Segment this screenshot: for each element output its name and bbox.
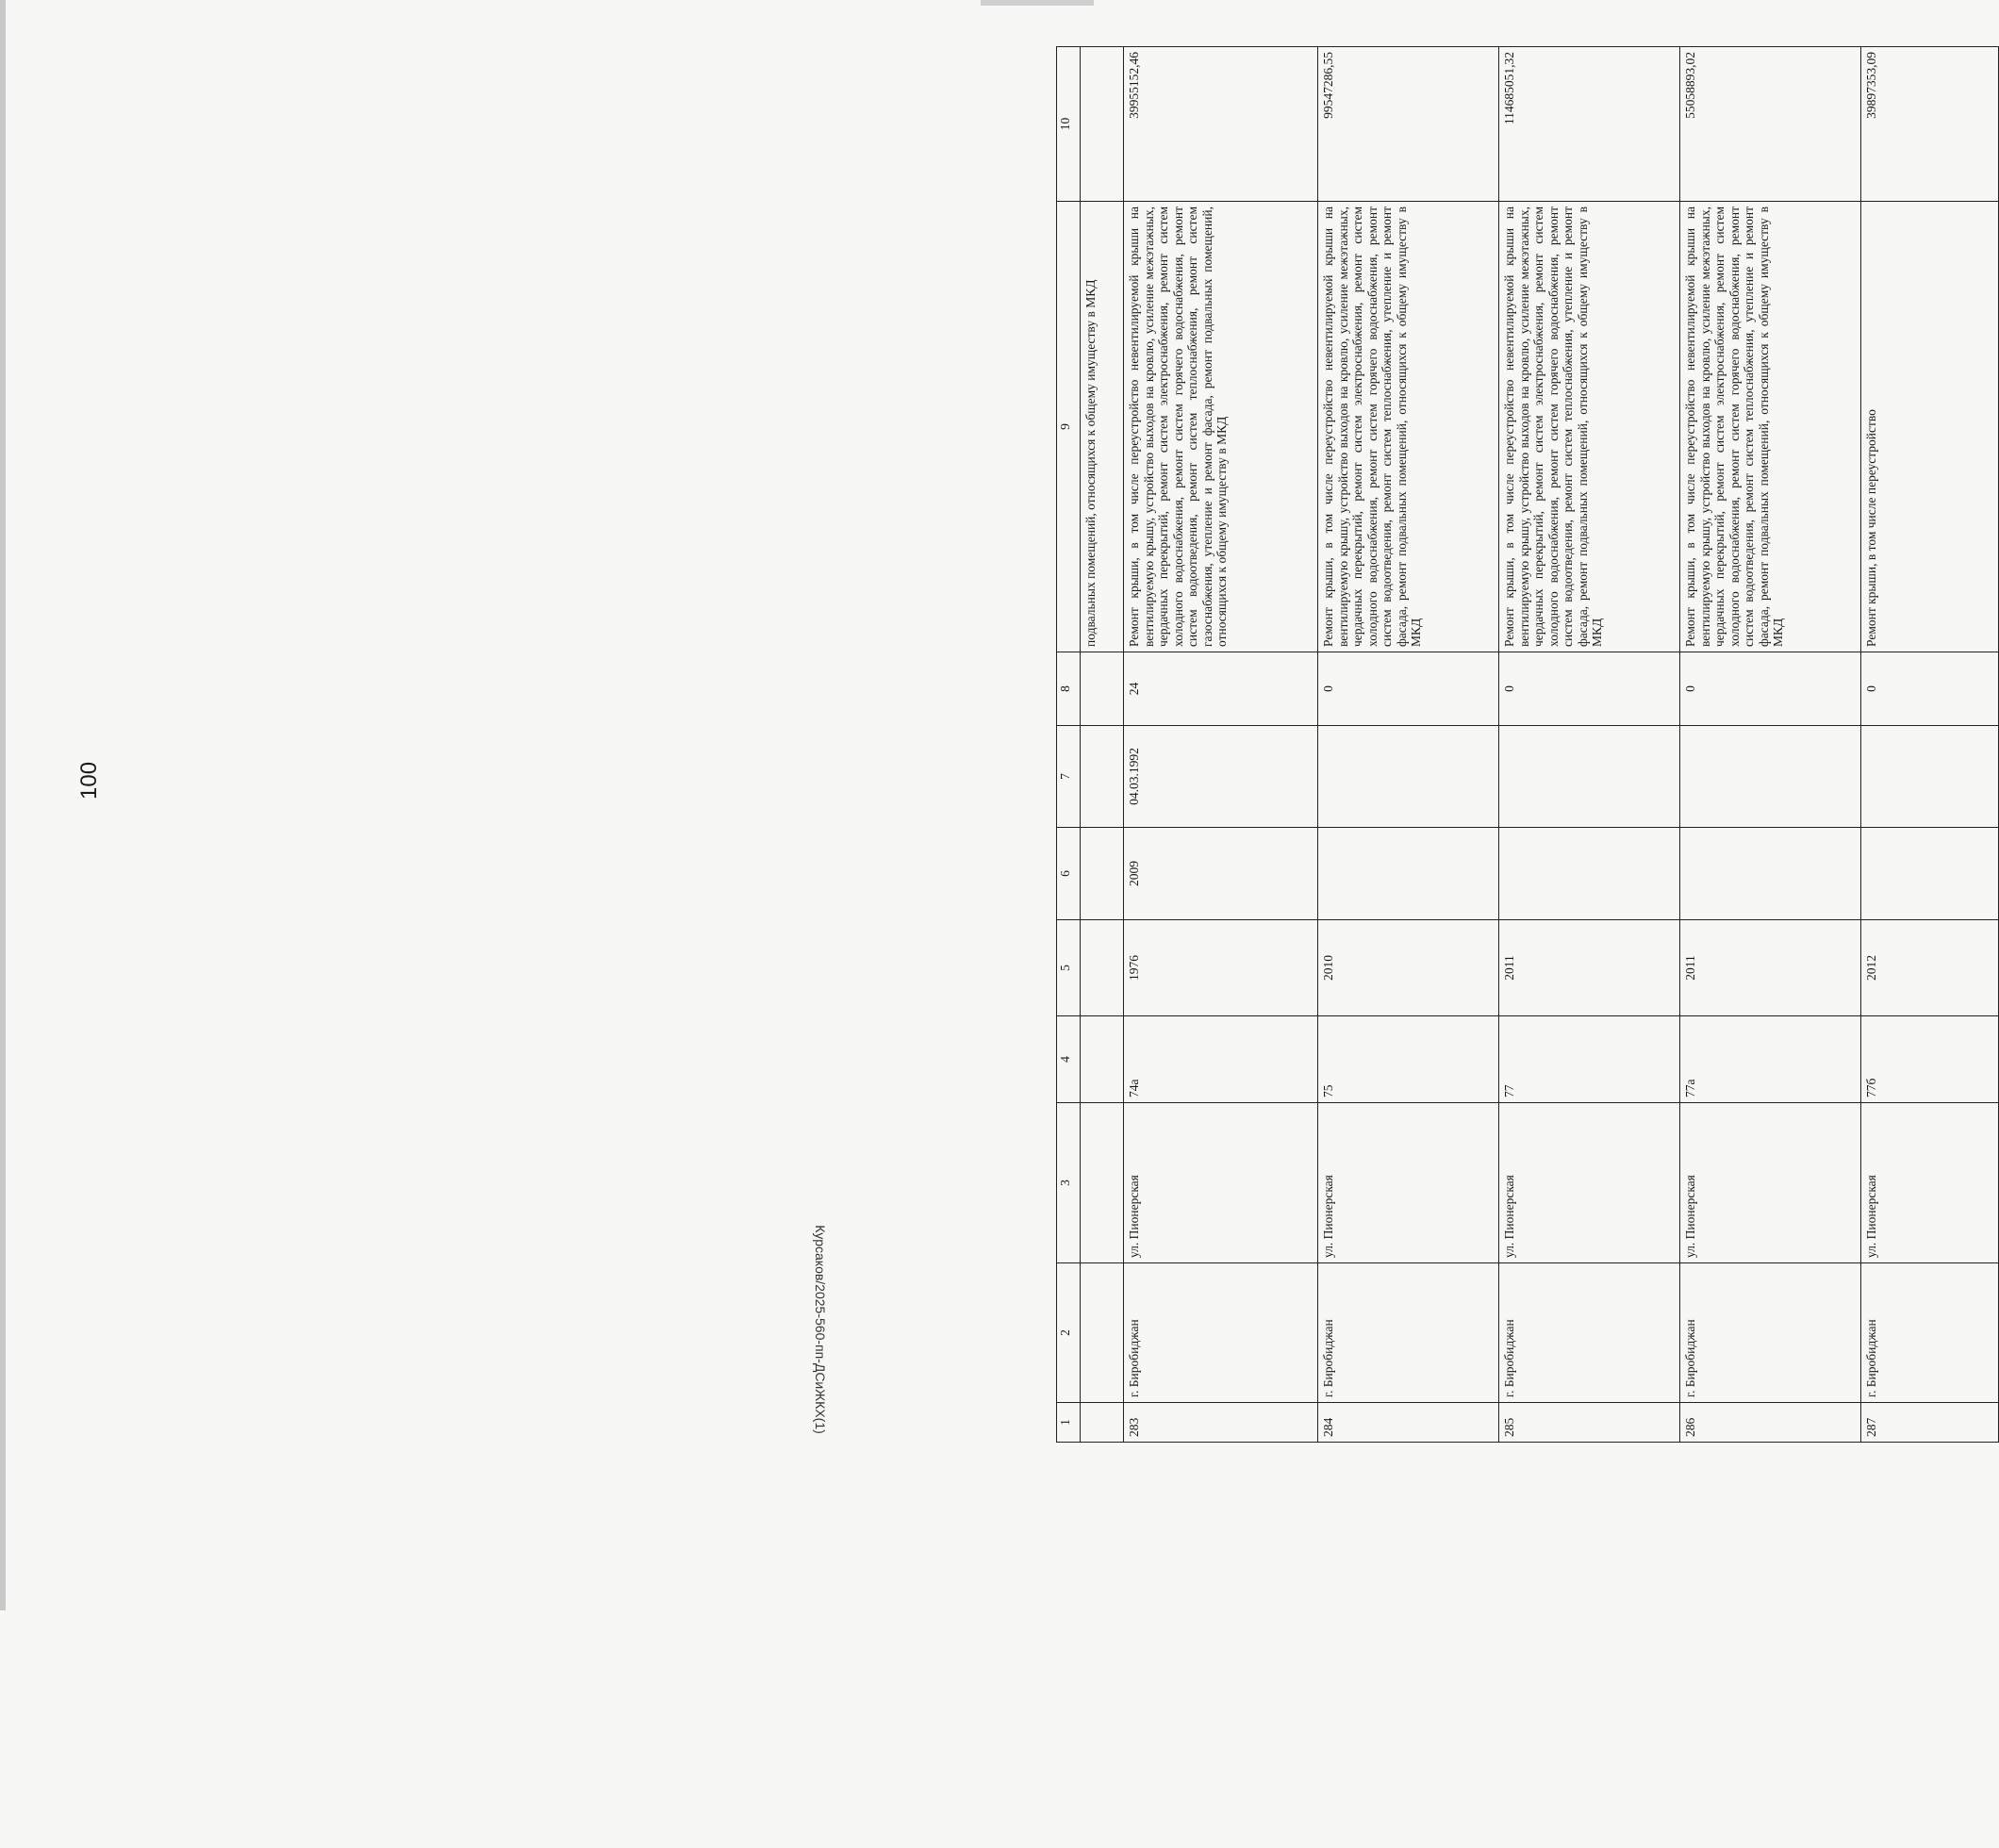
- work-description: Ремонт крыши, в том числе переустройство невентилируемой крыши на вентилируемую крышу, устройство выходов на кровлю, усиление межэтажных, чердачных перекрытий, ремонт систем электроснабжения, ремонт систем холодного водоснабжения, ремонт систем горячего водоснабжения, ремонт систем водоотведения, ремонт систем теплоснабжения, ремонт систем газоснабжения, утепление и ремонт фасада, ремонт подвальных помещений, относящихся к общему имуществу в МКД: [1124, 202, 1318, 652]
- date-cell: [1499, 726, 1680, 828]
- year-overhaul-cell: [1318, 828, 1499, 920]
- column-header: 6: [1057, 828, 1081, 920]
- table-row: [1124, 47, 1318, 1443]
- column-header: 5: [1057, 920, 1081, 1016]
- house-cell: 77а: [1680, 1016, 1861, 1103]
- table-row: [1499, 47, 1680, 1443]
- street-cell: ул. Пионерская: [1499, 1103, 1680, 1263]
- house-cell: 77б: [1861, 1016, 1999, 1103]
- date-cell: [1318, 726, 1499, 828]
- house-cell: 77: [1499, 1016, 1680, 1103]
- table-cell: [1081, 726, 1124, 828]
- house-cell: 74а: [1124, 1016, 1318, 1103]
- table-cell: [1081, 1263, 1124, 1403]
- row-number: 283: [1124, 1403, 1318, 1443]
- table-cell: [1081, 652, 1124, 726]
- work-description: Ремонт крыши, в том числе переустройство невентилируемой крыши на вентилируемую крышу, устройство выходов на кровлю, усиление межэтажных, чердачных перекрытий, ремонт систем электроснабжения, ремонт систем холодного водоснабжения, ремонт систем горячего водоснабжения, ремонт систем водоотведения, ремонт систем теплоснабжения, утепление и ремонт фасада, ремонт подвальных помещений, относящихся к общему имуществу в МКД: [1318, 202, 1499, 652]
- column-header: 9: [1057, 202, 1081, 652]
- column-header: 4: [1057, 1016, 1081, 1103]
- table-cell: [1081, 828, 1124, 920]
- column-header: 3: [1057, 1103, 1081, 1263]
- date-cell: [1861, 726, 1999, 828]
- table-cell: [1081, 1403, 1124, 1443]
- date-cell: 04.03.1992: [1124, 726, 1318, 828]
- table-row: [1318, 47, 1499, 1443]
- year-overhaul-cell: [1861, 828, 1999, 920]
- column-header: 1: [1057, 1403, 1081, 1443]
- city-cell: г. Биробиджан: [1680, 1263, 1861, 1403]
- column-header: 8: [1057, 652, 1081, 726]
- city-cell: г. Биробиджан: [1124, 1263, 1318, 1403]
- city-cell: г. Биробиджан: [1318, 1263, 1499, 1403]
- page-number: 100: [76, 761, 102, 800]
- row-number: 286: [1680, 1403, 1861, 1443]
- count-cell: 0: [1680, 652, 1861, 726]
- count-cell: 0: [1318, 652, 1499, 726]
- sum-cell: 55058893,02: [1680, 47, 1861, 202]
- row-number: 285: [1499, 1403, 1680, 1443]
- house-cell: 75: [1318, 1016, 1499, 1103]
- street-cell: ул. Пионерская: [1318, 1103, 1499, 1263]
- count-cell: 0: [1861, 652, 1999, 726]
- count-cell: 24: [1124, 652, 1318, 726]
- year-built-cell: 2011: [1499, 920, 1680, 1016]
- street-cell: ул. Пионерская: [1680, 1103, 1861, 1263]
- rotated-table-container: [1056, 47, 1999, 1443]
- table-cell: [1081, 1103, 1124, 1263]
- year-built-cell: 2010: [1318, 920, 1499, 1016]
- table-row: [1861, 47, 1999, 1443]
- year-overhaul-cell: [1680, 828, 1861, 920]
- column-number-row: [1057, 47, 1081, 1443]
- table-cell: [1081, 47, 1124, 202]
- overhaul-table: [1056, 46, 1999, 1443]
- street-cell: ул. Пионерская: [1861, 1103, 1999, 1263]
- street-cell: ул. Пионерская: [1124, 1103, 1318, 1263]
- row-number: 284: [1318, 1403, 1499, 1443]
- table-cell: [1081, 1016, 1124, 1103]
- sum-cell: 39897353,09: [1861, 47, 1999, 202]
- continued-row: [1081, 47, 1124, 1443]
- table-row: [1680, 47, 1861, 1443]
- scan-mark: [981, 0, 1094, 6]
- year-overhaul-cell: [1499, 828, 1680, 920]
- sum-cell: 99547286,55: [1318, 47, 1499, 202]
- city-cell: г. Биробиджан: [1861, 1263, 1999, 1403]
- count-cell: 0: [1499, 652, 1680, 726]
- year-built-cell: 2012: [1861, 920, 1999, 1016]
- document-watermark: Курсаков/2025-560-пп-ДСиЖКХ(1): [813, 1225, 828, 1434]
- city-cell: г. Биробиджан: [1499, 1263, 1680, 1403]
- scan-edge: [0, 0, 6, 1610]
- work-description: Ремонт крыши, в том числе переустройство невентилируемой крыши на вентилируемую крышу, устройство выходов на кровлю, усиление межэтажных, чердачных перекрытий, ремонт систем электроснабжения, ремонт систем холодного водоснабжения, ремонт систем горячего водоснабжения, ремонт систем водоотведения, ремонт систем теплоснабжения, утепление и ремонт фасада, ремонт подвальных помещений, относящихся к общему имуществу в МКД: [1499, 202, 1680, 652]
- work-description: подвальных помещений, относящихся к общему имуществу в МКД: [1081, 202, 1124, 652]
- column-header: 7: [1057, 726, 1081, 828]
- sum-cell: 39955152,46: [1124, 47, 1318, 202]
- column-header: 2: [1057, 1263, 1081, 1403]
- date-cell: [1680, 726, 1861, 828]
- sum-cell: 114685051,32: [1499, 47, 1680, 202]
- table-cell: [1081, 920, 1124, 1016]
- year-overhaul-cell: 2009: [1124, 828, 1318, 920]
- work-description: Ремонт крыши, в том числе переустройство невентилируемой крыши на вентилируемую крышу, устройство выходов на кровлю, усиление межэтажных, чердачных перекрытий, ремонт систем электроснабжения, ремонт систем холодного водоснабжения, ремонт систем горячего водоснабжения, ремонт систем водоотведения, ремонт систем теплоснабжения, утепление и ремонт фасада, ремонт подвальных помещений, относящихся к общему имуществу в МКД: [1680, 202, 1861, 652]
- year-built-cell: 1976: [1124, 920, 1318, 1016]
- work-description: Ремонт крыши, в том числе переустройство: [1861, 202, 1999, 652]
- row-number: 287: [1861, 1403, 1999, 1443]
- year-built-cell: 2011: [1680, 920, 1861, 1016]
- column-header: 10: [1057, 47, 1081, 202]
